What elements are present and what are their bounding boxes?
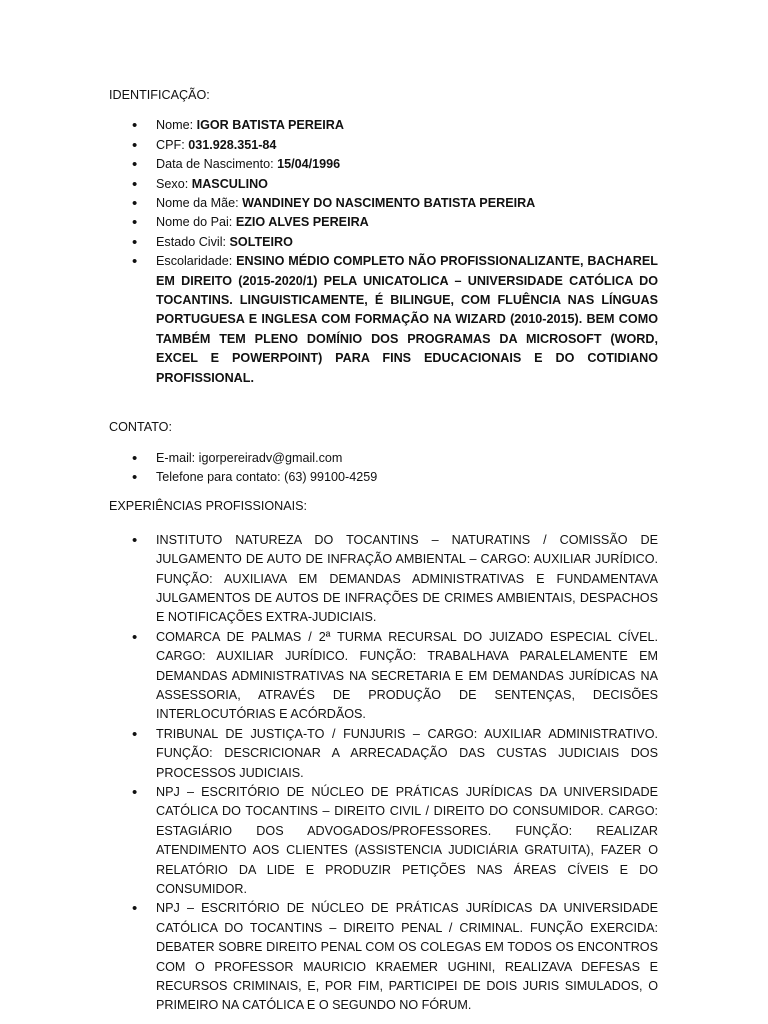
experiencias-list: [109, 531, 658, 1016]
item-value: MASCULINO: [191, 176, 268, 191]
item-label: Sexo:: [156, 176, 192, 191]
list-item-estado-civil: [109, 233, 658, 252]
contato-list: [109, 449, 658, 488]
list-item-nome: [109, 116, 658, 135]
list-item-nome-mae: [109, 194, 658, 213]
list-item-cpf: [109, 136, 658, 155]
item-label: CPF:: [156, 137, 189, 152]
list-item-telefone: • Telefone para contato: (63) 99100-4259: [109, 468, 658, 487]
item-label: Nome da Mãe:: [156, 196, 243, 211]
section-title-experiencias: EXPERIÊNCIAS PROFISSIONAIS:: [109, 499, 308, 514]
item-value: EZIO ALVES PEREIRA: [235, 215, 369, 230]
item-value: ENSINO MÉDIO COMPLETO NÃO PROFISSIONALIZANTE, BACHAREL EM DIREITO (2015-2020/1) PELA UNICATOLICA – UNIVERSIDADE CATÓLICA DO TOCANTINS. LINGUISTICAMENTE, É BILINGUE, COM FLUÊNCIA NAS LÍNGUAS PORTUGUESA E INGLESA COM FORMAÇÃO NA WIZARD (2010-2015). BEM COMO TAMBÉM TEM PLENO DOMÍNIO DOS PROGRAMAS DA MICROSOFT (WORD, EXCEL E POWERPOINT) PARA FINS EDUCACIONAIS E DO COTIDIANO PROFISSIONAL.: [156, 254, 658, 385]
identificacao-list: [109, 116, 658, 388]
section-title-identificacao: IDENTIFICAÇÃO:: [109, 88, 210, 102]
item-label: Data de Nascimento:: [156, 157, 278, 172]
list-item-escolaridade: [109, 252, 658, 388]
list-item-experiencia: • TRIBUNAL DE JUSTIÇA-TO / FUNJURIS – CARGO: AUXILIAR ADMINISTRATIVO. FUNÇÃO: DESCRICIONAR A ARRECADAÇÃO DAS CUSTAS JUDICIAIS DOS PROCESSOS JUDICIAIS.: [109, 725, 658, 783]
list-item-data-nascimento: [109, 155, 658, 174]
list-item-experiencia: • COMARCA DE PALMAS / 2ª TURMA RECURSAL DO JUIZADO ESPECIAL CÍVEL. CARGO: AUXILIAR JURÍDICO. FUNÇÃO: TRABALHAVA PARALELAMENTE EM DEMANDAS ADMINISTRATIVAS NA SECRETARIA E EM DEMANDAS JURÍDICAS NA ASSESSORIA, ATRAVÉS DE PRODUÇÃO DE SENTENÇAS, DECISÕES INTERLOCUTÓRIAS E ACÓRDÃOS.: [109, 628, 658, 725]
list-item-email: • E-mail: igorpereiradv@gmail.com: [109, 449, 658, 468]
list-item-experiencia: • INSTITUTO NATUREZA DO TOCANTINS – NATURATINS / COMISSÃO DE JULGAMENTO DE AUTO DE INFRAÇÃO AMBIENTAL – CARGO: AUXILIAR JURÍDICO. FUNÇÃO: AUXILIAVA EM DEMANDAS ADMINISTRATIVAS E FUNDAMENTAVA JULGAMENTOS DE AUTOS DE INFRAÇÕES DE CRIMES AMBIENTAIS, DESPACHOS E NOTIFICAÇÕES EXTRA-JUDICIAIS.: [109, 531, 658, 628]
item-value: SOLTEIRO: [229, 234, 293, 249]
item-label: Nome do Pai:: [156, 215, 236, 230]
list-item-sexo: [109, 175, 658, 194]
item-label: Estado Civil:: [156, 234, 230, 249]
item-value: WANDINEY DO NASCIMENTO BATISTA PEREIRA: [242, 196, 536, 211]
list-item-experiencia: • NPJ – ESCRITÓRIO DE NÚCLEO DE PRÁTICAS JURÍDICAS DA UNIVERSIDADE CATÓLICA DO TOCANTINS – DIREITO CIVIL / DIREITO DO CONSUMIDOR. CARGO: ESTAGIÁRIO DOS ADVOGADOS/PROFESSORES. FUNÇÃO: REALIZAR ATENDIMENTO AOS CLIENTES (ASSISTENCIA JUDICIÁRIA GRATUITA), FAZER O RELATÓRIO DA LIDE E PRODUZIR PETIÇÕES NAS ÁREAS CÍVEIS E DO CONSUMIDOR.: [109, 783, 658, 899]
list-item-experiencia: • NPJ – ESCRITÓRIO DE NÚCLEO DE PRÁTICAS JURÍDICAS DA UNIVERSIDADE CATÓLICA DO TOCANTINS – DIREITO PENAL / CRIMINAL. FUNÇÃO EXERCIDA: DEBATER SOBRE DIREITO PENAL COM OS COLEGAS EM TODOS OS ENCONTROS COM O PROFESSOR MAURICIO KRAEMER UGHINI, REALIZAVA DEFESAS E RECURSOS CRIMINAIS, E, POR FIM, PARTICIPEI DE DOIS JURIS SIMULADOS, O PRIMEIRO NA CATÓLICA E O SEGUNDO NO FÓRUM.: [109, 899, 658, 1015]
item-value: IGOR BATISTA PEREIRA: [196, 118, 344, 133]
section-title-contato: CONTATO:: [109, 420, 172, 435]
list-item-nome-pai: [109, 213, 658, 232]
item-label: Escolaridade:: [156, 254, 237, 269]
item-value: 031.928.351-84: [188, 137, 277, 152]
item-label: Nome:: [156, 118, 197, 133]
item-value: 15/04/1996: [277, 157, 341, 172]
